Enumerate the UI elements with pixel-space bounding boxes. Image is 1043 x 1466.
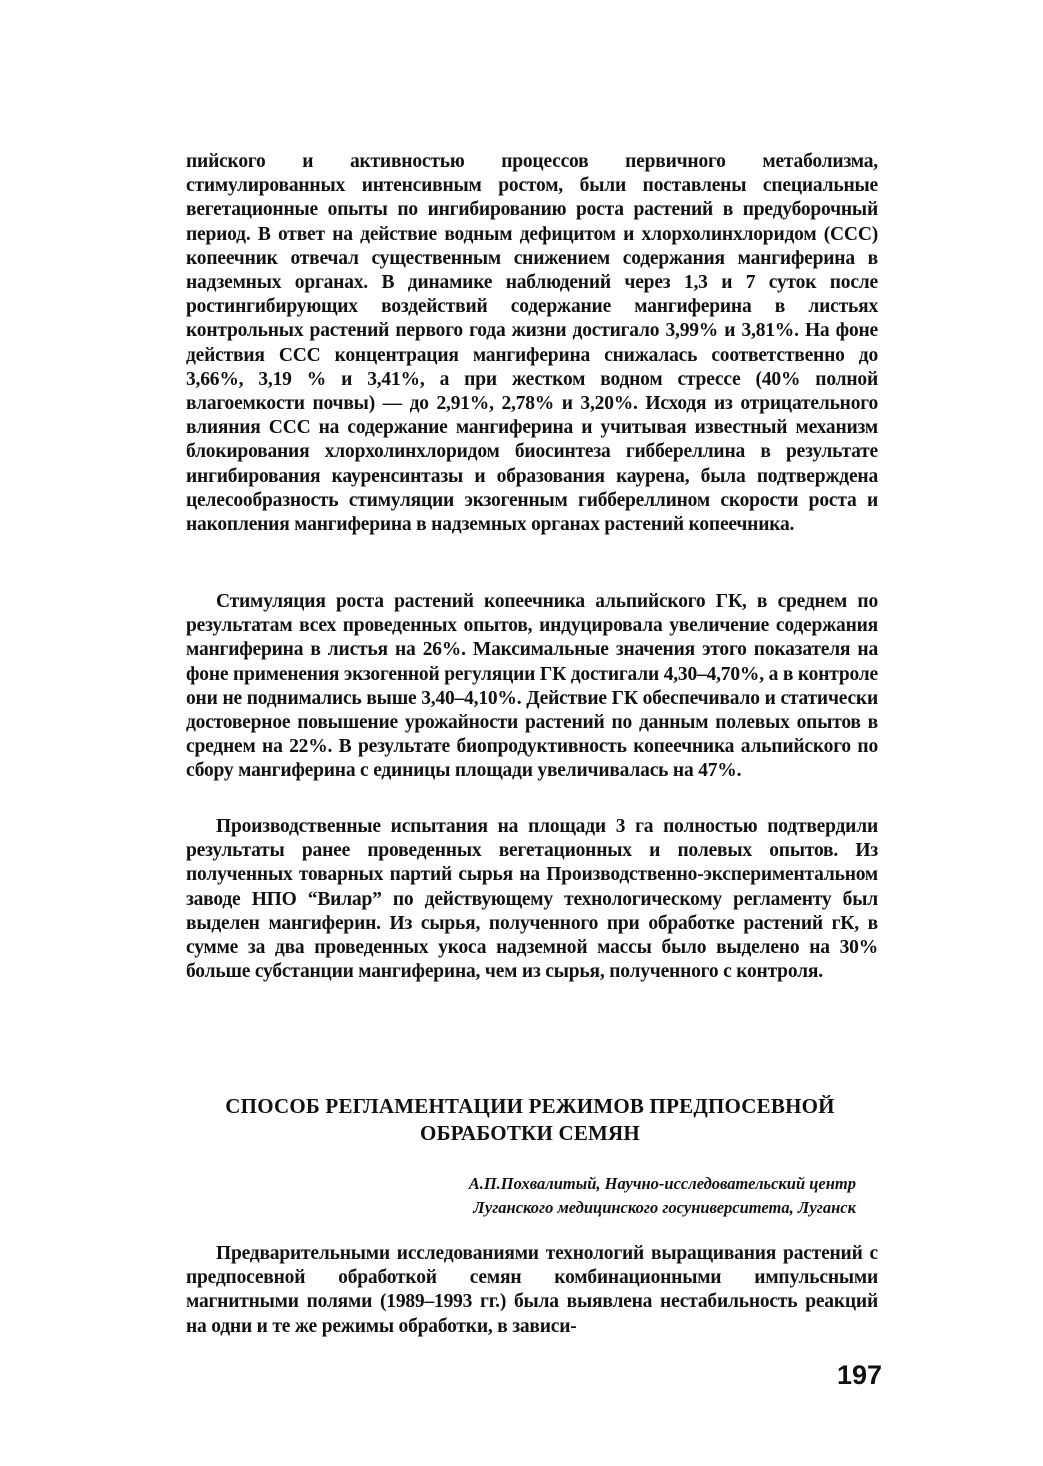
article-title-line-2: ОБРАБОТКИ СЕМЯН xyxy=(420,1121,640,1145)
author-line-2: Луганского медицинского госуниверситета, Луганск xyxy=(473,1198,856,1217)
paragraph-text-1: пийского и активностью процессов первичного метаболизма, стимулированных интенсивным ростом, были поставлены специальные вегетационные опыты по ингибированию роста растений в предуборочный период. В ответ на действие водным дефицитом и хлорхолинхлоридом (ССС) копеечник отвечал существенным снижением содержания мангиферина в надземных органах. В динамике наблюдений через 1,3 и 7 суток после ростингибирующих воздействий содержание мангиферина в листьях контрольных растений первого года жизни достигало 3,99% и 3,81%. На фоне действия ССС концентрация мангиферина снижалась соответственно до 3,66%, 3,19 % и 3,41%, а при жестком водном стрессе (40% полной влагоемкости почвы) — до 2,91%, 2,78% и 3,20%. Исходя из отрицательного влияния ССС на содержание мангиферина и учитывая известный механизм блокирования хлорхолинхлоридом биосинтеза гиббереллина в результате ингибирования кауренсинтазы и образования каурена, была подтверждена целесообразность стимуляции экзогенным гиббереллином скорости роста и накопления мангиферина в надземных органах растений копеечника. xyxy=(186,151,878,536)
paragraph-gibberellin-stimulation xyxy=(186,590,878,784)
paragraph-continued xyxy=(186,150,878,537)
paragraph-article-intro xyxy=(186,1242,878,1339)
paragraph-text-2: Стимуляция роста растений копеечника альпийского ГК, в среднем по результатам всех проведенных опытов, индуцировала увеличение содержания мангиферина в листья на 26%. Максимальные значения этого показателя на фоне применения экзогенной регуляции ГК достигали 4,30–4,70%, а в контроле они не поднимались выше 3,40–4,10%. Действие ГК обеспечивало и статически достоверное повышение урожайности растений по данным полевых опытов в среднем на 22%. В результате биопродуктивность копеечника альпийского по сбору мангиферина с единицы площади увеличивалась на 47%. xyxy=(186,591,878,782)
paragraph-text-4: Предварительными исследованиями технологий выращивания растений с предпосевной обработкой семян комбинационными импульсными магнитными полями (1989–1993 гг.) была выявлена нестабильность реакций на одни и те же режимы обработки, в зависи- xyxy=(186,1243,878,1337)
article-title-line-1: СПОСОБ РЕГЛАМЕНТАЦИИ РЕЖИМОВ ПРЕДПОСЕВНОЙ xyxy=(225,1094,835,1118)
page-number: 197 xyxy=(836,1360,882,1390)
author-line-1: А.П.Похвалитый, Научно-исследовательский центр xyxy=(468,1174,856,1193)
paragraph-production-trials xyxy=(186,815,878,984)
article-title xyxy=(150,1093,910,1147)
paragraph-text-3: Производственные испытания на площади 3 га полностью подтвердили результаты ранее проведенных вегетационных и полевых опытов. Из полученных товарных партий сырья на Производственно-экспериментальном заводе НПО “Вилар” по действующему технологическому регламенту был выделен мангиферин. Из сырья, полученного при обработке растений гК, в сумме за два проведенных укоса надземной массы было выделено на 30% больше субстанции мангиферина, чем из сырья, полученного с контроля. xyxy=(186,816,878,983)
article-authors xyxy=(300,1172,856,1220)
